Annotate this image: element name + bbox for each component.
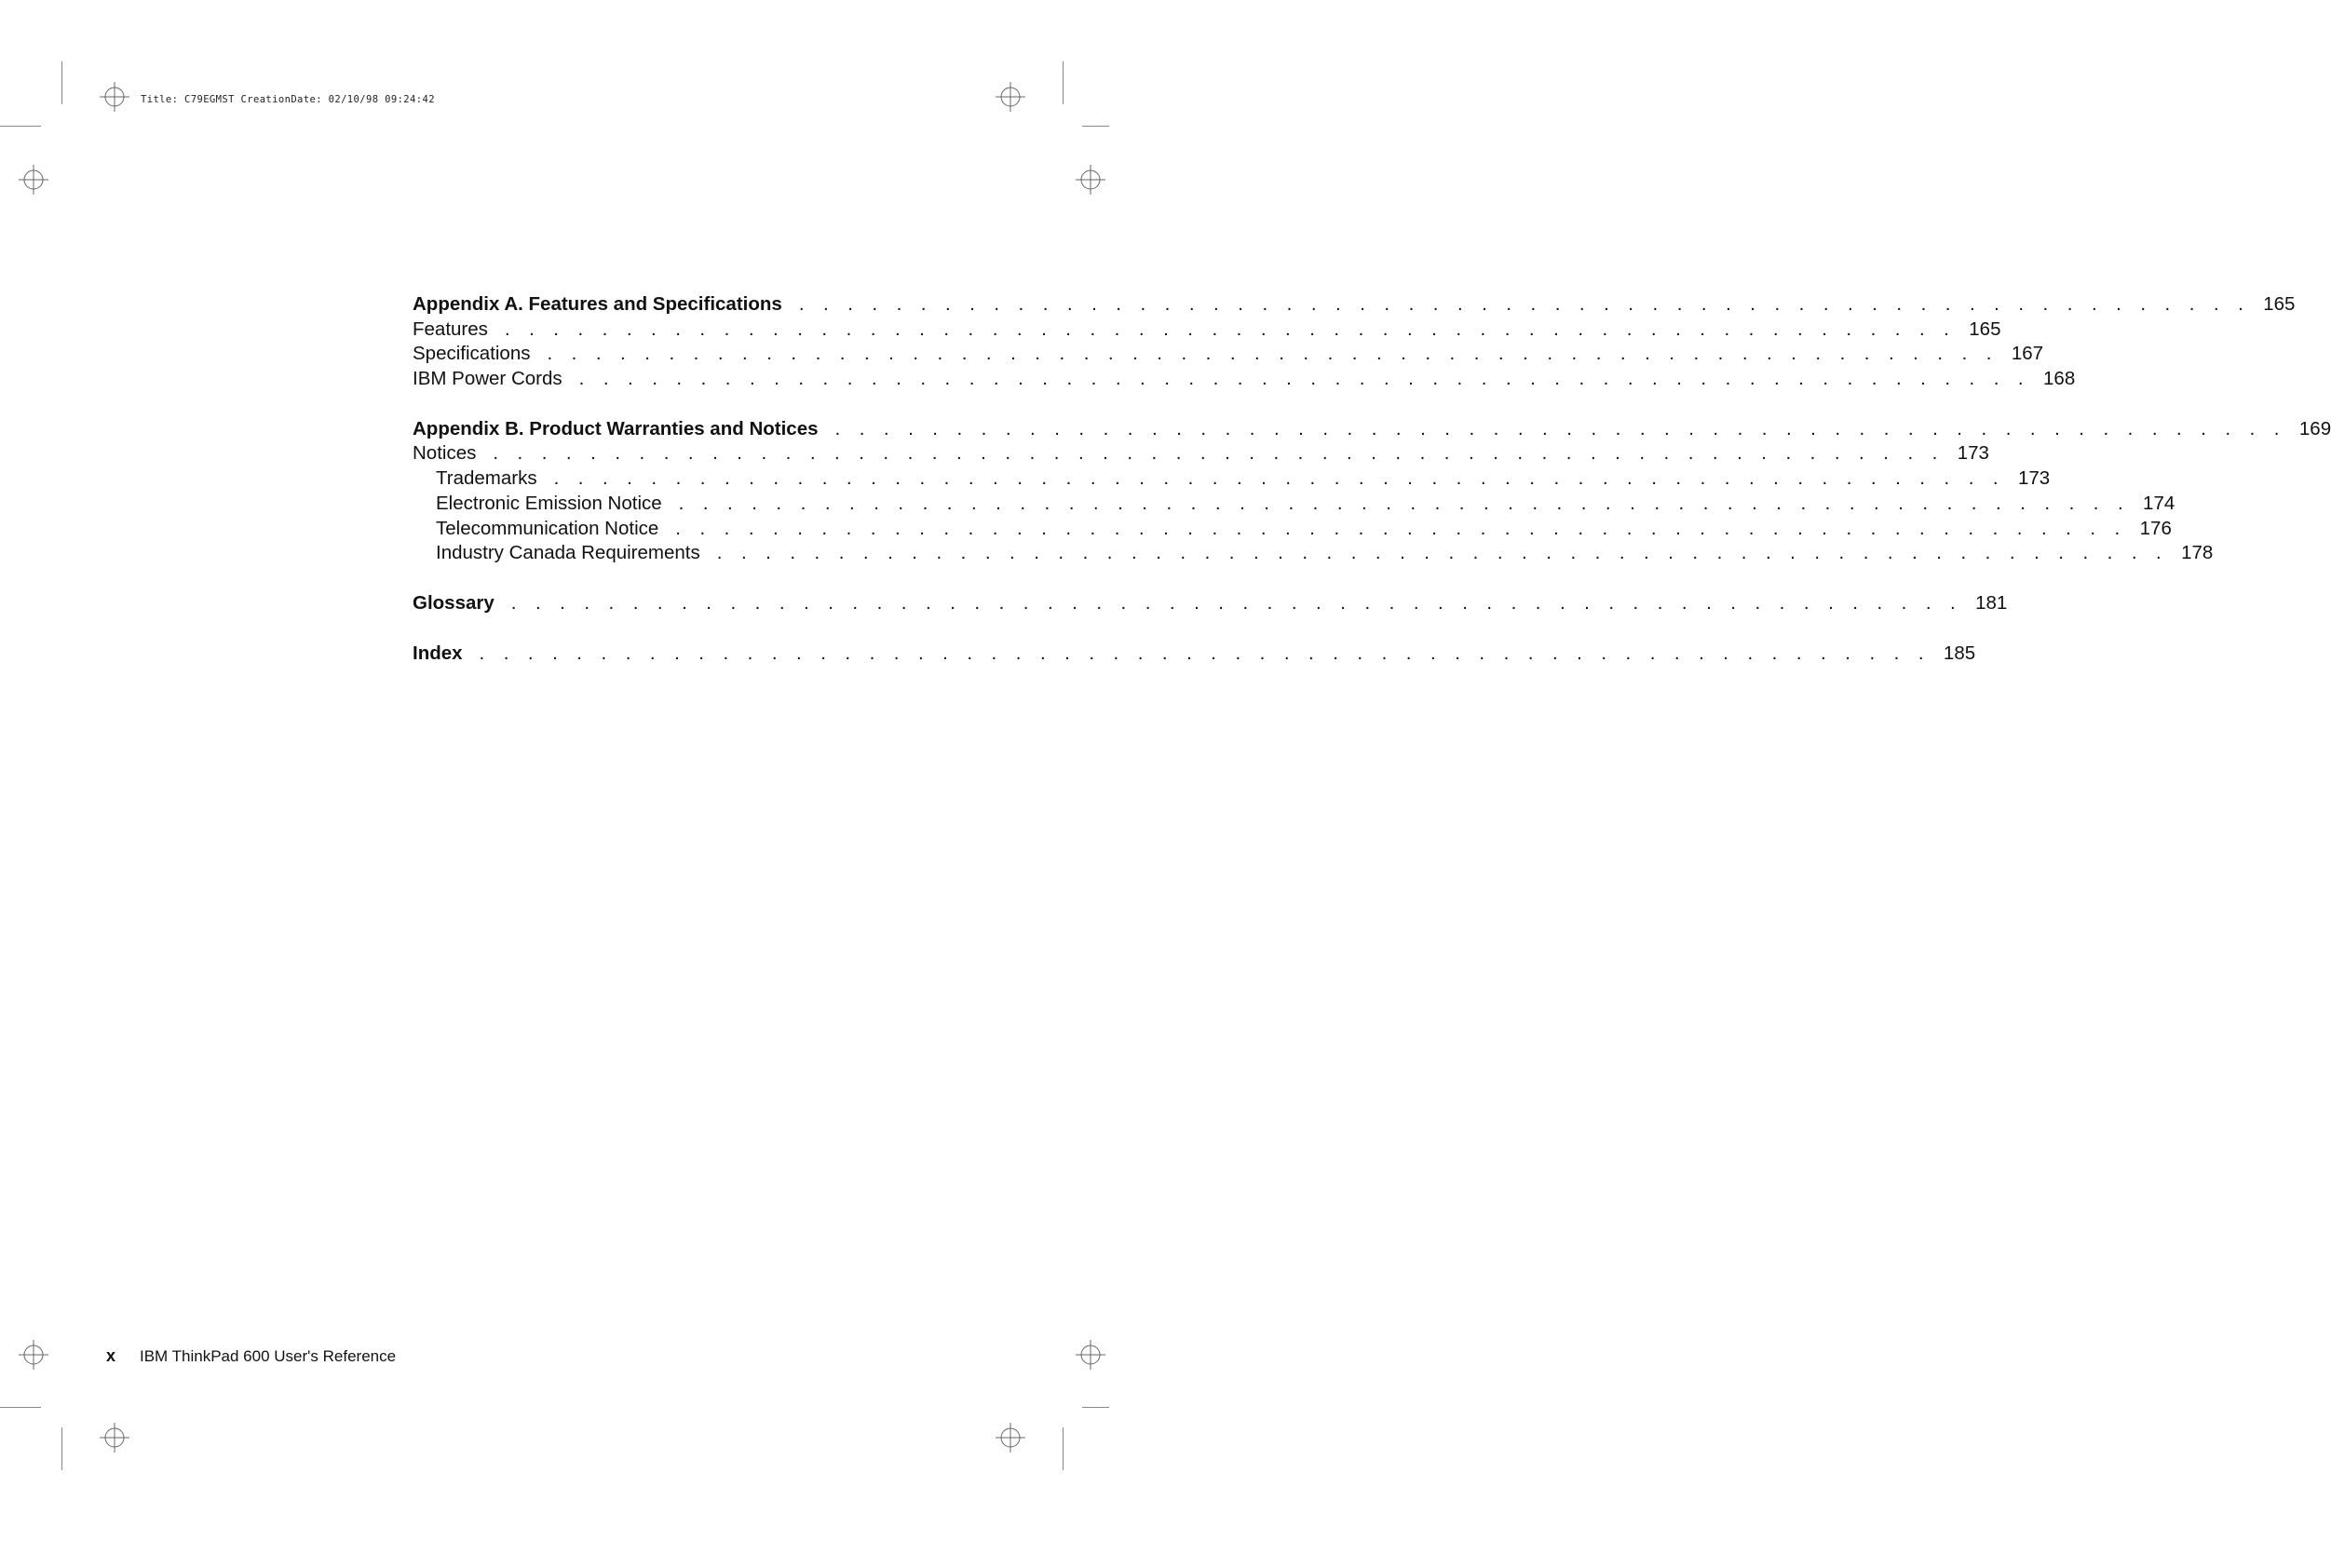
toc-entry-label: Features bbox=[413, 318, 488, 340]
toc-entry[interactable] bbox=[413, 292, 2296, 318]
toc-entry-label: Telecommunication Notice bbox=[436, 517, 659, 539]
crop-mark bbox=[1082, 1407, 1109, 1408]
toc-dot-leader: . . . . . . . . . . . . . . . . . . . . . . . . . . . . . . . . . . . . . . . . . . . . . . . . . . . . . . . . . . . . bbox=[553, 467, 2005, 490]
toc-entry-page: 167 bbox=[2011, 343, 2044, 365]
table-of-contents bbox=[413, 292, 2331, 691]
crop-mark bbox=[0, 126, 41, 127]
crop-mark bbox=[1063, 61, 1064, 104]
toc-dot-leader: . . . . . . . . . . . . . . . . . . . . . . . . . . . . . . . . . . . . . . . . . . . . . . . . . . . . . . . . . . . . bbox=[479, 642, 1931, 664]
toc-entry-page: 178 bbox=[2181, 542, 2214, 564]
toc-entry[interactable] bbox=[413, 318, 2001, 343]
toc-entry-page: 181 bbox=[1975, 591, 2008, 614]
toc-entry-label: Appendix B. Product Warranties and Notices bbox=[413, 417, 819, 439]
registration-mark-icon bbox=[996, 1423, 1025, 1453]
toc-entry-page: 173 bbox=[2017, 467, 2051, 490]
toc-dot-leader: . . . . . . . . . . . . . . . . . . . . . . . . . . . . . . . . . . . . . . . . . . . . . . . . . . . . . . . . . . . . bbox=[504, 318, 1957, 340]
document-meta-header: Title: C79EGMST CreationDate: 02/10/98 09:24:42 bbox=[141, 94, 435, 105]
registration-mark-icon bbox=[1076, 165, 1105, 195]
toc-entry-page: 165 bbox=[1969, 318, 2001, 340]
toc-entry[interactable] bbox=[413, 417, 2331, 442]
toc-entry[interactable] bbox=[413, 466, 2051, 492]
toc-entry-label: Appendix A. Features and Specifications bbox=[413, 293, 782, 315]
toc-entry[interactable] bbox=[413, 342, 2044, 367]
toc-entry-page: 168 bbox=[2043, 368, 2076, 390]
registration-mark-icon bbox=[19, 1340, 48, 1370]
crop-mark bbox=[61, 1427, 62, 1470]
toc-group bbox=[413, 292, 2296, 392]
toc-entry[interactable] bbox=[413, 642, 1976, 667]
crop-mark bbox=[1063, 1427, 1064, 1470]
toc-entry-page: 165 bbox=[2263, 293, 2296, 315]
toc-entry-page: 169 bbox=[2298, 417, 2331, 439]
toc-entry-label: IBM Power Cords bbox=[413, 368, 562, 390]
toc-group bbox=[413, 417, 2331, 566]
toc-entry[interactable] bbox=[413, 441, 1989, 466]
toc-dot-leader: . . . . . . . . . . . . . . . . . . . . . . . . . . . . . . . . . . . . . . . . . . . . . . . . . . . . . . . . . . . . bbox=[493, 442, 1945, 465]
crop-mark bbox=[0, 1407, 41, 1408]
toc-entry[interactable] bbox=[413, 367, 2076, 392]
toc-entry-page: 173 bbox=[1957, 442, 1989, 465]
toc-entry-label: Glossary bbox=[413, 591, 495, 614]
toc-entry[interactable] bbox=[413, 492, 2175, 517]
toc-entry-label: Index bbox=[413, 642, 463, 664]
toc-entry[interactable] bbox=[413, 517, 2172, 542]
toc-entry-label: Notices bbox=[413, 442, 477, 465]
crop-mark bbox=[1082, 126, 1109, 127]
page-footer bbox=[106, 1346, 396, 1366]
toc-entry-page: 176 bbox=[2139, 517, 2172, 539]
toc-group bbox=[413, 642, 1976, 667]
registration-mark-icon bbox=[996, 82, 1025, 112]
toc-dot-leader: . . . . . . . . . . . . . . . . . . . . . . . . . . . . . . . . . . . . . . . . . . . . . . . . . . . . . . . . . . . . bbox=[716, 542, 2169, 564]
toc-dot-leader: . . . . . . . . . . . . . . . . . . . . . . . . . . . . . . . . . . . . . . . . . . . . . . . . . . . . . . . . . . . . bbox=[834, 417, 2286, 439]
footer-book-title: IBM ThinkPad 600 User's Reference bbox=[140, 1347, 397, 1365]
footer-page-number: x bbox=[106, 1346, 116, 1365]
registration-mark-icon bbox=[19, 165, 48, 195]
toc-dot-leader: . . . . . . . . . . . . . . . . . . . . . . . . . . . . . . . . . . . . . . . . . . . . . . . . . . . . . . . . . . . . bbox=[675, 517, 2127, 539]
crop-mark bbox=[61, 61, 62, 104]
toc-entry[interactable] bbox=[413, 591, 2008, 616]
toc-entry-label: Trademarks bbox=[436, 467, 537, 490]
toc-entry-page: 174 bbox=[2143, 492, 2175, 514]
toc-entry-label: Specifications bbox=[413, 343, 531, 365]
toc-entry-label: Electronic Emission Notice bbox=[436, 492, 662, 514]
toc-entry-label: Industry Canada Requirements bbox=[436, 542, 700, 564]
registration-mark-icon bbox=[100, 82, 129, 112]
toc-dot-leader: . . . . . . . . . . . . . . . . . . . . . . . . . . . . . . . . . . . . . . . . . . . . . . . . . . . . . . . . . . . . bbox=[547, 343, 1999, 365]
toc-entry-page: 185 bbox=[1943, 642, 1976, 664]
registration-mark-icon bbox=[1076, 1340, 1105, 1370]
toc-dot-leader: . . . . . . . . . . . . . . . . . . . . . . . . . . . . . . . . . . . . . . . . . . . . . . . . . . . . . . . . . . . . bbox=[510, 591, 1963, 614]
toc-entry[interactable] bbox=[413, 541, 2214, 566]
toc-dot-leader: . . . . . . . . . . . . . . . . . . . . . . . . . . . . . . . . . . . . . . . . . . . . . . . . . . . . . . . . . . . . bbox=[678, 492, 2131, 514]
registration-mark-icon bbox=[100, 1423, 129, 1453]
toc-dot-leader: . . . . . . . . . . . . . . . . . . . . . . . . . . . . . . . . . . . . . . . . . . . . . . . . . . . . . . . . . . . . bbox=[798, 293, 2251, 315]
toc-group bbox=[413, 591, 2008, 616]
toc-dot-leader: . . . . . . . . . . . . . . . . . . . . . . . . . . . . . . . . . . . . . . . . . . . . . . . . . . . . . . . . . . . . bbox=[578, 368, 2031, 390]
